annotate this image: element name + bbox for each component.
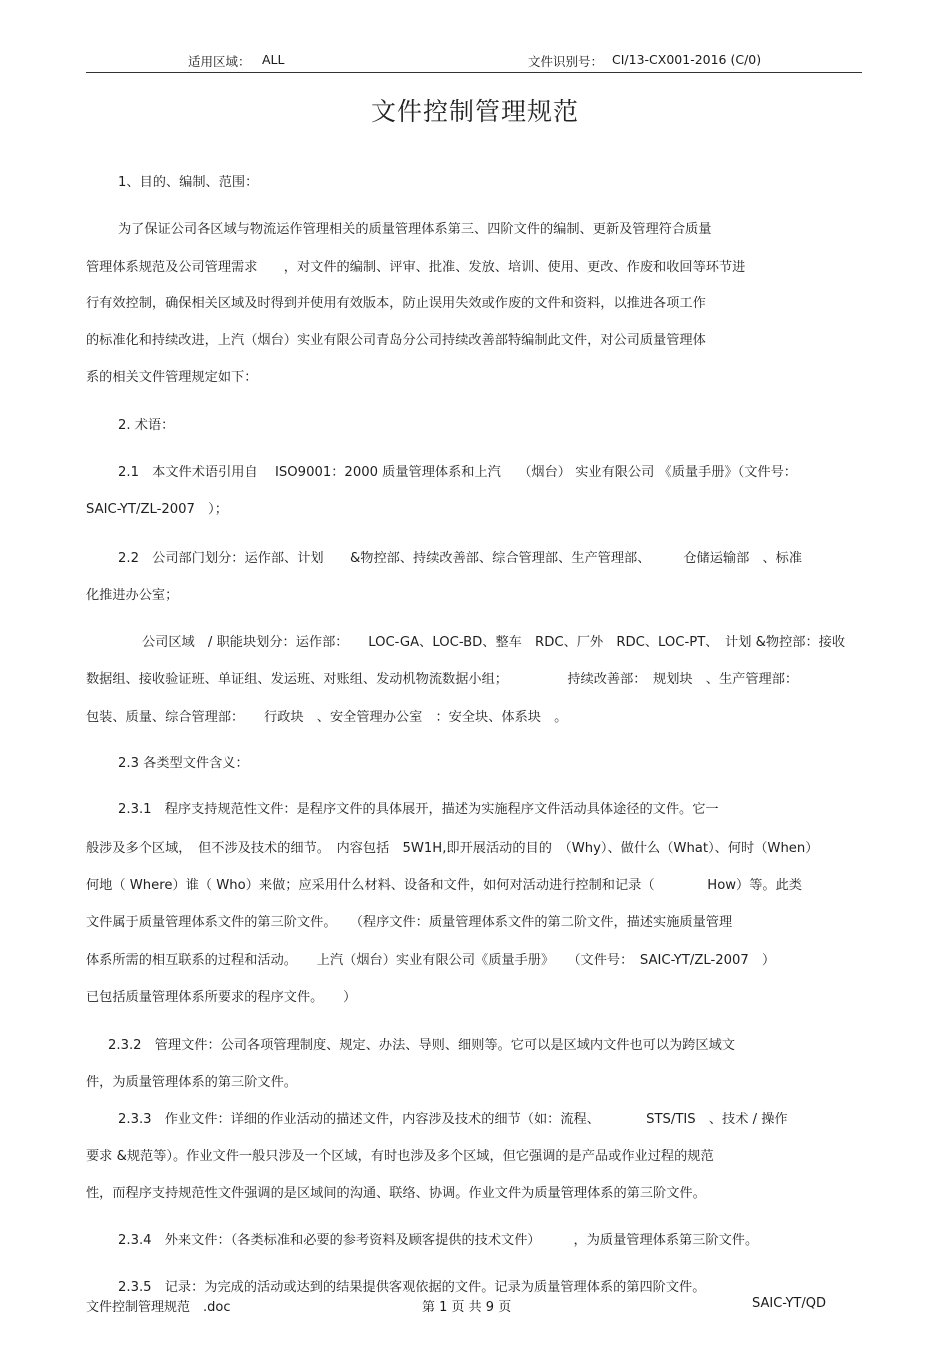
body-line: 2.3.3 作业文件：详细的作业活动的描述文件，内容涉及技术的细节（如：流程、 STS/TIS 、技术 / 操作	[118, 1112, 788, 1127]
body-line: 2.2 公司部门划分：运作部、计划 &物控部、持续改善部、综合管理部、生产管理部、 仓储运输部 、标准	[118, 551, 803, 566]
body-line: 数据组、接收验证班、单证组、发运班、对账组、发动机物流数据小组； 持续改善部： 规划块 、生产管理部：	[86, 672, 799, 687]
body-line: 何地（ Where）谁（ Who）来做；应采用什么材料、设备和文件，如何对活动进行控制和记录（ How）等。此类	[86, 878, 802, 893]
body-line: 管理体系规范及公司管理需求 ，对文件的编制、评审、批准、发放、培训、使用、更改、作废和收回等环节进	[86, 260, 746, 275]
document-title: 文件控制管理规范	[370, 97, 579, 126]
body-line: SAIC-YT/ZL-2007 ）；	[86, 502, 228, 517]
body-line: 系的相关文件管理规定如下：	[86, 370, 258, 385]
section-2-heading: 2. 术语：	[118, 418, 175, 433]
area-label: 适用区域：	[188, 54, 251, 69]
doc-id-value: CI/13-CX001-2016 (C/0)	[612, 52, 762, 67]
body-line: 已包括质量管理体系所要求的程序文件。 ）	[86, 990, 357, 1005]
body-line: 文件属于质量管理体系文件的第三阶文件。 （程序文件：质量管理体系文件的第二阶文件，描述实施质量管理	[86, 915, 733, 930]
body-line: 2.3.5 记录：为完成的活动或达到的结果提供客观依据的文件。记录为质量管理体系的第四阶文件。	[118, 1280, 706, 1295]
body-line: 2.3.2 管理文件：公司各项管理制度、规定、办法、导则、细则等。它可以是区域内文件也可以为跨区域文	[108, 1038, 735, 1053]
footer-filename: 文件控制管理规范 .doc	[86, 1300, 231, 1315]
body-line: 件，为质量管理体系的第三阶文件。	[86, 1075, 297, 1090]
body-line: 2.3.1 程序支持规范性文件：是程序文件的具体展开，描述为实施程序文件活动具体途径的文件。它一	[118, 802, 719, 817]
body-line: 行有效控制，确保相关区域及时得到并使用有效版本，防止误用失效或作废的文件和资料，以推进各项工作	[86, 296, 706, 311]
body-line: 2.1 本文件术语引用自 ISO9001：2000 质量管理体系和上汽 （烟台） 实业有限公司 《质量手册》（文件号：	[118, 465, 797, 480]
area-value: ALL	[262, 52, 285, 67]
section-2-3-heading: 2.3 各类型文件含义：	[118, 756, 249, 771]
body-line: 要求 &规范等）。作业文件一般只涉及一个区域，有时也涉及多个区域，但它强调的是产品或作业过程的规范	[86, 1149, 714, 1164]
body-line: 的标准化和持续改进，上汽（烟台）实业有限公司青岛分公司持续改善部特编制此文件，对公司质量管理体	[86, 333, 706, 348]
body-line: 般涉及多个区域， 但不涉及技术的细节。 内容包括 5W1H,即开展活动的目的 （Why）、做什么（What）、何时（When）	[86, 841, 819, 856]
body-line: 化推进办公室；	[86, 588, 179, 603]
doc-id-label: 文件识别号：	[528, 54, 604, 69]
section-1-heading: 1、目的、编制、范围：	[118, 175, 259, 190]
body-line: 为了保证公司各区域与物流运作管理相关的质量管理体系第三、四阶文件的编制、更新及管理符合质量	[118, 222, 712, 237]
header-divider	[86, 72, 862, 73]
footer-code: SAIC-YT/QD	[752, 1296, 826, 1311]
footer-page-info: 第 1 页 共 9 页	[422, 1300, 512, 1315]
body-line: 公司区域 / 职能块划分：运作部： LOC-GA、LOC-BD、整车 RDC、厂外 RDC、LOC-PT、 计划 &物控部：接收	[142, 635, 846, 650]
body-line: 体系所需的相互联系的过程和活动。 上汽（烟台）实业有限公司《质量手册》 （文件号： SAIC-YT/ZL-2007 ）	[86, 953, 776, 968]
body-line: 性，而程序支持规范性文件强调的是区域间的沟通、联络、协调。作业文件为质量管理体系的第三阶文件。	[86, 1186, 706, 1201]
body-line: 包装、质量、综合管理部： 行政块 、安全管理办公室 ：安全块、体系块 。	[86, 710, 568, 725]
body-line: 2.3.4 外来文件：（各类标准和必要的参考资料及顾客提供的技术文件） ，为质量管理体系第三阶文件。	[118, 1233, 759, 1248]
